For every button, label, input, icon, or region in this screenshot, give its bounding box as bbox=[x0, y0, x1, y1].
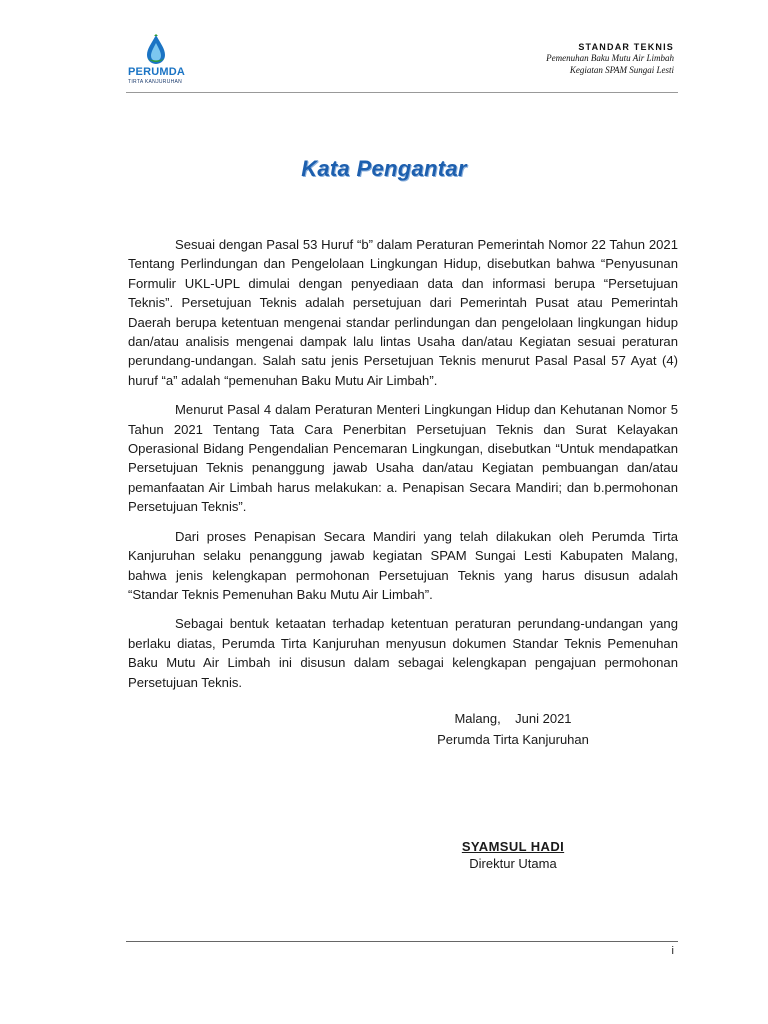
signatory-role: Direktur Utama bbox=[469, 856, 557, 871]
preface-body bbox=[128, 235, 678, 702]
logo-subtitle: TIRTA KANJURUHAN bbox=[128, 79, 183, 85]
page-number: i bbox=[671, 945, 674, 957]
paragraph-3: Dari proses Penapisan Secara Mandiri yang telah dilakukan oleh Perumda Tirta Kanjuruhan selaku penanggung jawab kegiatan SPAM Sungai Lesti Kabupaten Malang, bahwa jenis kelengkapan permohonan Persetujuan Teknis yang harus disusun adalah “Standar Teknis Pemenuhan Baku Mutu Air Limbah”. bbox=[128, 528, 678, 602]
paragraph-4: Sebagai bentuk ketaatan terhadap ketentuan peraturan perundang-undangan yang berlaku diatas, Perumda Tirta Kanjuruhan menyusun dokumen Standar Teknis Pemenuhan Baku Mutu Air Limbah ini disusun dalam sebagai kelengkapan pengajuan permohonan Persetujuan Teknis. bbox=[128, 616, 678, 690]
signature-place-date: Malang, Juni 2021 bbox=[454, 711, 572, 726]
header-title: STANDAR TEKNIS bbox=[578, 42, 674, 52]
header-subtitle-1: Pemenuhan Baku Mutu Air Limbah bbox=[546, 53, 674, 63]
header-subtitle-2: Kegiatan SPAM Sungai Lesti bbox=[569, 65, 674, 75]
water-drop-icon bbox=[144, 34, 168, 66]
paragraph-2: Menurut Pasal 4 dalam Peraturan Menteri Lingkungan Hidup dan Kehutanan Nomor 5 Tahun 2021 Tentang Tata Cara Penerbitan Persetujuan Teknis dan Surat Kelayakan Operasional Bidang Pengendalian Pencemaran Lingkungan, disebutkan “Untuk mendapatkan Persetujuan Teknis penanggung jawab Usaha dan/atau Kegiatan pembuangan dan/atau pemanfaatan Air Limbah harus melakukan: a. Penapisan Secara Mandiri; dan b.permohonan Persetujuan Teknis”. bbox=[128, 402, 678, 515]
signatory-name: SYAMSUL HADI bbox=[461, 839, 565, 854]
signature-organization: Perumda Tirta Kanjuruhan bbox=[437, 732, 589, 747]
paragraph-1: Sesuai dengan Pasal 53 Huruf “b” dalam Peraturan Pemerintah Nomor 22 Tahun 2021 Tentang Perlindungan dan Pengelolaan Lingkungan Hidup, disebutkan bahwa “Penyusunan Formulir UKL-UPL dimulai dengan penyediaan data dan informasi berupa “Persetujuan Teknis”. Persetujuan Teknis adalah persetujuan dari Pemerintah Pusat atau Pemerintah Daerah berupa ketentuan mengenai standar perlindungan dan pengelolaan lingkungan hidup dan/atau analisis mengenai dampak lalu lintas Usaha dan/atau Kegiatan sesuai peraturan perundang-undangan. Salah satu jenis Persetujuan Teknis menurut Pasal Pasal 57 Ayat (4) huruf “a” adalah “pemenuhan Baku Mutu Air Limbah”. bbox=[128, 237, 678, 388]
page-title: Kata Pengantar bbox=[301, 156, 467, 181]
logo-name: PERUMDA bbox=[128, 66, 186, 78]
signature-block bbox=[413, 709, 613, 749]
document-header bbox=[546, 42, 674, 76]
header-divider bbox=[126, 92, 678, 93]
footer-divider bbox=[126, 941, 678, 942]
company-logo bbox=[126, 34, 190, 90]
